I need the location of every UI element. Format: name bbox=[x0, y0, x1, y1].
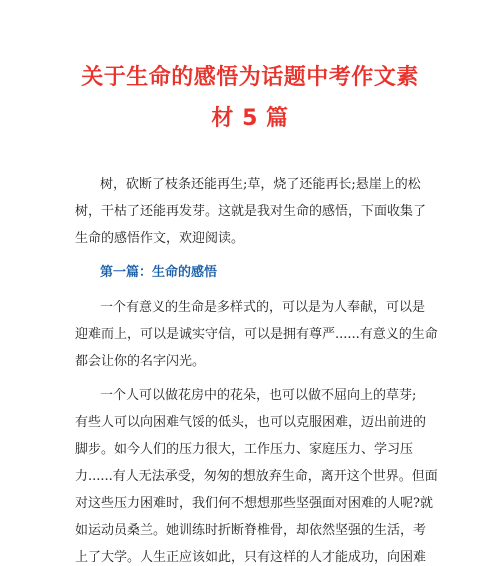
document-title-line-1: 关于生命的感悟为话题中考作文素 bbox=[81, 65, 419, 90]
para1-line-2: 迎难而上，可以是诚实守信，可以是拥有尊严......有意义的生命 bbox=[75, 327, 438, 342]
intro-line-1: 树，砍断了枝条还能再生;草，烧了还能再长;悬崖上的松 bbox=[100, 177, 421, 192]
para2-line-3: 脚步。如今人们的压力很大，工作压力、家庭压力、学习压 bbox=[75, 442, 414, 457]
para2-line-7: 上了大学。人生正应该如此，只有这样的人才能成功，向困难 bbox=[75, 550, 427, 565]
intro-line-3: 生命的感悟作文，欢迎阅读。 bbox=[75, 231, 245, 246]
para2-line-2: 有些人可以向困难气馁的低头，也可以克服困难，迈出前进的 bbox=[75, 415, 427, 430]
para2-line-1: 一个人可以做花房中的花朵，也可以做不屈向上的草芽; bbox=[100, 388, 417, 403]
para2-line-6: 如运动员桑兰。她训练时折断脊椎骨，却依然坚强的生活，考 bbox=[75, 523, 427, 538]
para1-line-3: 都会让你的名字闪光。 bbox=[75, 354, 206, 369]
para2-line-4: 力......有人无法承受，匆匆的想放弃生命，离开这个世界。但面 bbox=[75, 469, 438, 484]
para1-line-1: 一个有意义的生命是多样式的，可以是为人奉献，可以是 bbox=[100, 300, 426, 315]
para2-line-5: 对这些压力困难时，我们何不想想那些坚强面对困难的人呢?就 bbox=[75, 496, 433, 511]
section-heading-1: 第一篇：生命的感悟 bbox=[100, 265, 218, 280]
intro-line-2: 树，干枯了还能再发芽。这就是我对生命的感悟，下面收集了 bbox=[75, 204, 427, 219]
document-title-line-2: 材 5 篇 bbox=[211, 106, 289, 131]
